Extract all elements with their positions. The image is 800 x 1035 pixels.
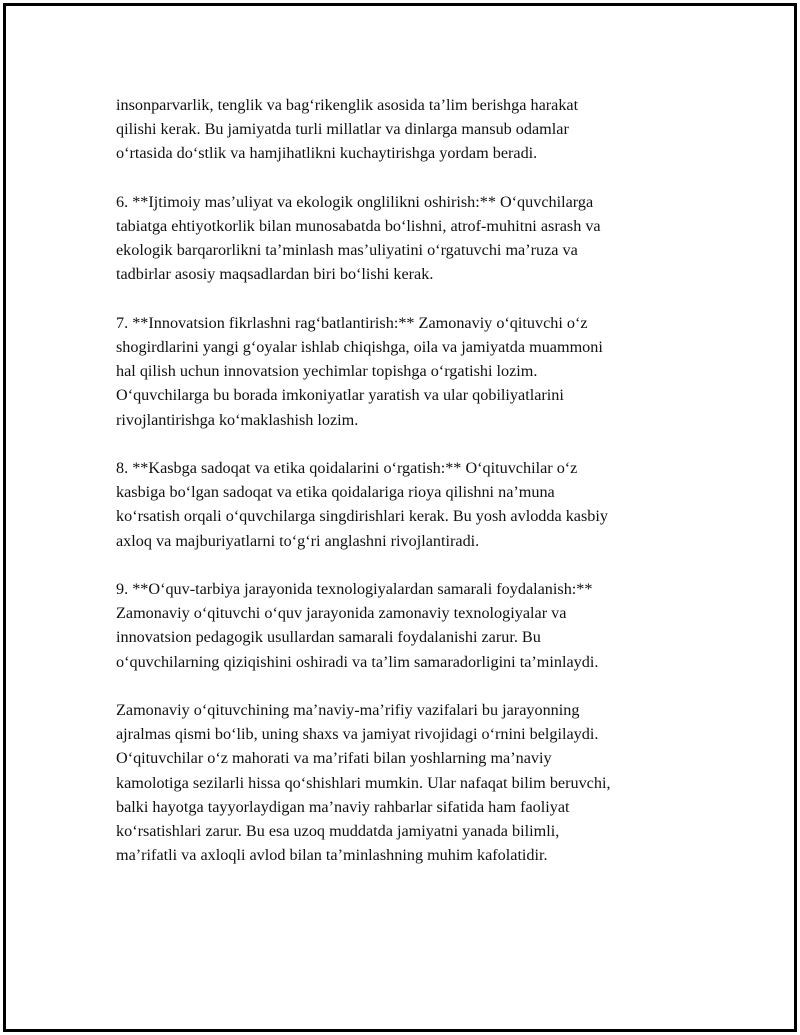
list-item-6: 6. **Ijtimoiy mas’uliyat va ekologik onglilikni oshirish:** O‘quvchilarga tabiatga ehtiyotkorlik bilan munosabatda bo‘lishni, atrof-muhitni asrash va ekologik barqarorlikni ta’minlash mas’uliyatini o‘rgatuvchi ma’ruza va tadbirlar asosiy maqsadlardan biri bo‘lishi kerak. <box>116 192 601 284</box>
list-item-8: 8. **Kasbga sadoqat va etika qoidalarini o‘rgatish:** O‘qituvchilar o‘z kasbiga bo‘lgan sadoqat va etika qoidalariga rioya qilishni na’muna ko‘rsatish orqali o‘quvchilarga singdirishlari kerak. Bu yosh avlodda kasbiy axloq va majburiyatlarni to‘g‘ri anglashni rivojlantiradi. <box>116 459 608 550</box>
paragraph-continuation: insonparvarlik, tenglik va bag‘rikenglik asosida ta’lim berishga harakat qilishi kerak. Bu jamiyatda turli millatlar va dinlarga mansub odamlar o‘rtasida do‘stlik va hamjihatlikni kuchaytirishga yordam beradi. <box>116 96 579 163</box>
list-item-7: 7. **Innovatsion fikrlashni rag‘batlantirish:** Zamonaviy o‘qituvchi o‘z shogirdlarini yangi g‘oyalar ishlab chiqishga, oila va jamiyatda muammoni hal qilish uchun innovatsion yechimlar topishga o‘rgatishi lozim. O‘quvchilarga bu borada imkoniyatlar yaratish va ular qobiliyatlarini rivojlantirishga ko‘maklashish lozim. <box>116 313 603 429</box>
document-body <box>116 93 696 892</box>
list-item-9: 9. **O‘quv-tarbiya jarayonida texnologiyalardan samarali foydalanish:** Zamonaviy o‘qituvchi o‘quv jarayonida zamonaviy texnologiyalar va innovatsion pedagogik usullardan samarali foydalanishi zarur. Bu o‘quvchilarning qiziqishini oshiradi va ta’lim samaradorligini ta’minlaydi. <box>116 580 599 671</box>
conclusion-paragraph: Zamonaviy o‘qituvchining ma’naviy-ma’rifiy vazifalari bu jarayonning ajralmas qismi bo‘lib, uning shaxs va jamiyat rivojidagi o‘rnini belgilaydi. O‘qituvchilar o‘z mahorati va ma’rifati bilan yoshlarning ma’naviy kamolotiga sezilarli hissa qo‘shishlari mumkin. Ular nafaqat bilim beruvchi, balki hayotga tayyorlaydigan ma’naviy rahbarlar sifatida ham faoliyat ko‘rsatishlari zarur. Bu esa uzoq muddatda jamiyatni yanada bilimli, ma’rifatli va axloqli avlod bilan ta’minlashning muhim kafolatidir. <box>116 701 611 865</box>
